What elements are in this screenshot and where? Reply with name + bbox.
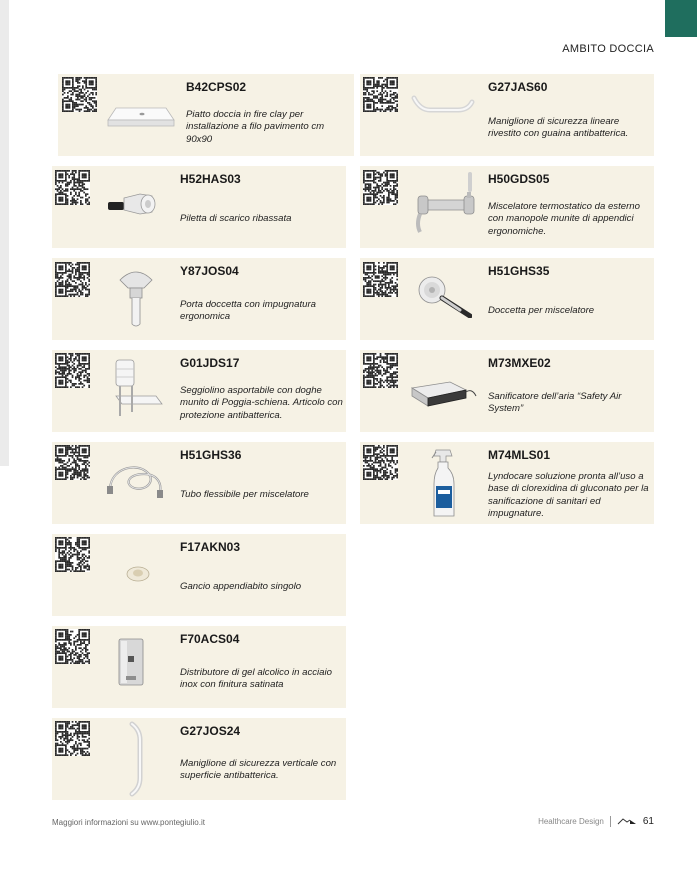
qr-code[interactable] <box>363 445 398 480</box>
product-code: B42CPS02 <box>186 80 247 94</box>
shower-tray-image <box>106 98 176 134</box>
product-description: Distributore di gel alcolico in acciaio inox con finitura satinata <box>180 667 332 691</box>
shower-seat-image <box>110 356 166 420</box>
grab-bar-vertical-image <box>124 720 144 798</box>
product-card <box>52 350 346 432</box>
qr-code[interactable] <box>55 262 90 297</box>
product-description: Gancio appendiabito singolo <box>180 581 302 592</box>
product-code: H51GHS35 <box>488 264 550 278</box>
footer-separator <box>610 816 611 827</box>
product-description: Lyndocare soluzione pronta all’uso a base di clorexidina di gluconato per la sanificazione di sanitari ed impugnature. <box>488 471 649 520</box>
qr-code[interactable] <box>55 353 90 388</box>
product-description: Seggiolino asportabile con doghe munito di Poggia-schiena. Articolo con protezione antibatterica. <box>180 385 343 421</box>
qr-code[interactable] <box>363 77 398 112</box>
product-description: Piletta di scarico ribassata <box>180 213 292 224</box>
product-code: G01JDS17 <box>180 356 240 370</box>
product-card <box>360 258 654 340</box>
footer-brand <box>538 816 654 827</box>
product-code: M73MXE02 <box>488 356 551 370</box>
section-color-tab <box>665 0 697 37</box>
qr-code[interactable] <box>363 262 398 297</box>
product-card <box>52 626 346 708</box>
product-description: Tubo flessibile per miscelatore <box>180 489 309 500</box>
section-title: AMBITO DOCCIA <box>562 43 654 55</box>
product-card <box>52 166 346 248</box>
product-card <box>360 350 654 432</box>
product-description: Doccetta per miscelatore <box>488 305 595 316</box>
product-card <box>52 442 346 524</box>
grab-bar-horizontal-image <box>410 94 476 118</box>
flexible-hose-image <box>104 458 166 498</box>
product-code: Y87JOS04 <box>180 264 239 278</box>
product-card <box>52 258 346 340</box>
qr-code[interactable] <box>55 537 90 572</box>
product-code: G27JAS60 <box>488 80 548 94</box>
product-code: H51GHS36 <box>180 448 242 462</box>
product-description: Miscelatore termostatico da esterno con manopole munite di appendici ergonomiche. <box>488 201 640 237</box>
product-card <box>360 74 654 156</box>
product-card <box>52 718 346 800</box>
product-card <box>360 442 654 524</box>
product-card <box>58 74 354 156</box>
product-code: M74MLS01 <box>488 448 551 462</box>
product-description: Piatto doccia in fire clay per installazione a filo pavimento cm 90x90 <box>186 109 325 145</box>
hand-shower-image <box>416 276 472 318</box>
qr-code[interactable] <box>55 445 90 480</box>
product-description: Maniglione di sicurezza lineare rivestito con guaina antibatterica. <box>488 116 629 140</box>
product-code: H50GDS05 <box>488 172 550 186</box>
spray-bottle-image <box>430 444 458 520</box>
product-card <box>360 166 654 248</box>
product-description: Porta doccetta con impugnatura ergonomica <box>180 299 316 323</box>
page-number: 61 <box>642 816 654 827</box>
product-code: F70ACS04 <box>180 632 240 646</box>
left-margin-strip <box>0 0 9 466</box>
footer-brand-text: Healthcare Design <box>538 817 604 826</box>
qr-code[interactable] <box>363 170 398 205</box>
gel-dispenser-image <box>118 638 144 686</box>
drain-image <box>108 188 160 222</box>
qr-code[interactable] <box>62 77 97 112</box>
product-card <box>52 534 346 616</box>
product-description: Maniglione di sicurezza verticale con superficie antibatterica. <box>180 758 337 782</box>
thermostatic-mixer-image <box>410 170 476 236</box>
qr-code[interactable] <box>55 721 90 756</box>
product-code: H52HAS03 <box>180 172 241 186</box>
qr-code[interactable] <box>55 629 90 664</box>
product-description: Sanificatore dell’aria “Safety Air System” <box>488 391 622 415</box>
footer-info-link[interactable]: Maggiori informazioni su www.pontegiulio.it <box>52 818 205 827</box>
qr-code[interactable] <box>363 353 398 388</box>
shower-holder-image <box>116 266 156 330</box>
product-code: G27JOS24 <box>180 724 241 738</box>
product-code: F17AKN03 <box>180 540 241 554</box>
qr-code[interactable] <box>55 170 90 205</box>
brand-logo-icon <box>617 817 637 826</box>
coat-hook-image <box>124 564 152 584</box>
air-sanitizer-image <box>408 374 478 410</box>
